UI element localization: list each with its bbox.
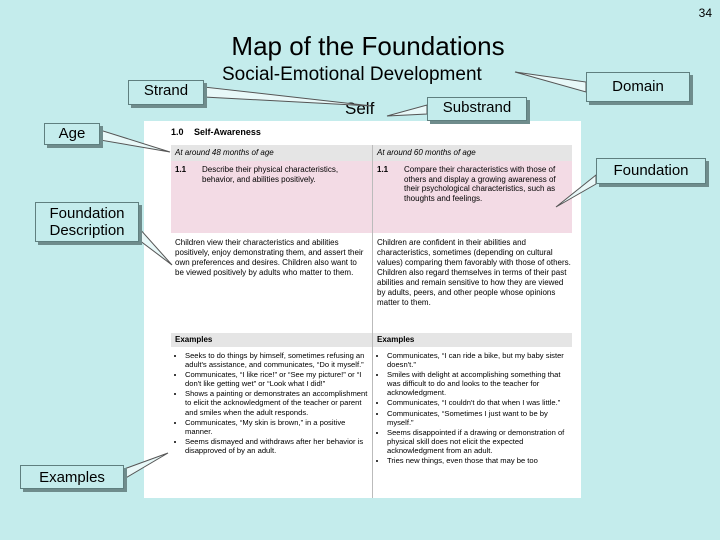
list-item: • Seeks to do things by himself, sometimes refusing an adult's assistance, and communicates, “Do it myself.” (185, 351, 368, 369)
age-callout: Age (44, 123, 100, 145)
domain-heading: Social-Emotional Development (222, 64, 482, 85)
page-number: 34 (698, 6, 712, 20)
list-item: • Tries new things, even those that may be too (387, 456, 573, 465)
substrand-leader (387, 105, 427, 116)
examples-header-right: Examples (373, 333, 572, 347)
list-item: • Seems disappointed if a drawing or demonstration of physical skill does not elicit the expected acknowledgment from an adult. (387, 428, 573, 455)
foundation-leader (556, 175, 596, 207)
list-item: • Communicates, “I like rice!” or “See my picture!” or “I don't like getting wet” or “Look what I did!” (185, 370, 368, 388)
age-leader (100, 130, 170, 152)
age-60-months: At around 60 months of age (373, 145, 572, 161)
list-item: • Communicates, “Sometimes I just want to be by myself.” (387, 409, 573, 427)
examples-leader (124, 453, 168, 479)
age-48-months: At around 48 months of age (171, 145, 372, 161)
description-left: Children view their characteristics and abilities positively, enjoy demonstrating them, and assert their own preferences and desires. Children also want to be viewed positively by adults who matter to them. (175, 238, 364, 277)
description-right: Children are confident in their abilities and characteristics, sometimes (depending on cultural values) comparing them favorably with those of others. Children also regard themselves in terms of their past abilities and remain sensitive to how they are viewed by adults, peers, and other people whose opinions matter to them. (377, 238, 571, 307)
list-item: • Smiles with delight at accomplishing something that was difficult to do and looks to the teacher for acknowledgment. (387, 370, 573, 397)
foundation-left-text: Describe their physical characteristics, behavior, and abilities positively. (202, 165, 339, 184)
list-item: • Communicates, “My skin is brown,” in a positive manner. (185, 418, 368, 436)
strand-value: Self (345, 99, 375, 118)
substrand-number: 1.0 (171, 127, 184, 137)
foundation-right-number: 1.1 (377, 165, 389, 174)
substrand-callout: Substrand (427, 97, 527, 121)
list-item: • Seems dismayed and withdraws after her behavior is disapproved of by an adult. (185, 437, 368, 455)
substrand-title: Self-Awareness (194, 127, 261, 137)
foundation-desc-leader (139, 228, 172, 265)
examples-header-left: Examples (171, 333, 372, 347)
domain-callout: Domain (586, 72, 690, 102)
examples-callout: Examples (20, 465, 124, 489)
foundation-left-number: 1.1 (175, 165, 187, 174)
strand-callout: Strand (128, 80, 204, 105)
foundation-callout: Foundation (596, 158, 706, 184)
list-item: • Communicates, “I can ride a bike, but my baby sister doesn't.” (387, 351, 573, 369)
list-item: • Communicates, “I couldn't do that when I was little.” (387, 398, 573, 407)
slide-title: Map of the Foundations (231, 31, 505, 61)
strand-leader (204, 87, 372, 106)
foundation-right-text: Compare their characteristics with those of others and display a growing awareness of their psychological characteristics, such as thoughts and feelings. (404, 165, 556, 203)
foundation-description-callout: Foundation Description (35, 202, 139, 242)
list-item: • Shows a painting or demonstrates an accomplishment to elicit the acknowledgment of the teacher or parent and smiles when the adult responds. (185, 389, 368, 416)
domain-leader (515, 72, 586, 92)
